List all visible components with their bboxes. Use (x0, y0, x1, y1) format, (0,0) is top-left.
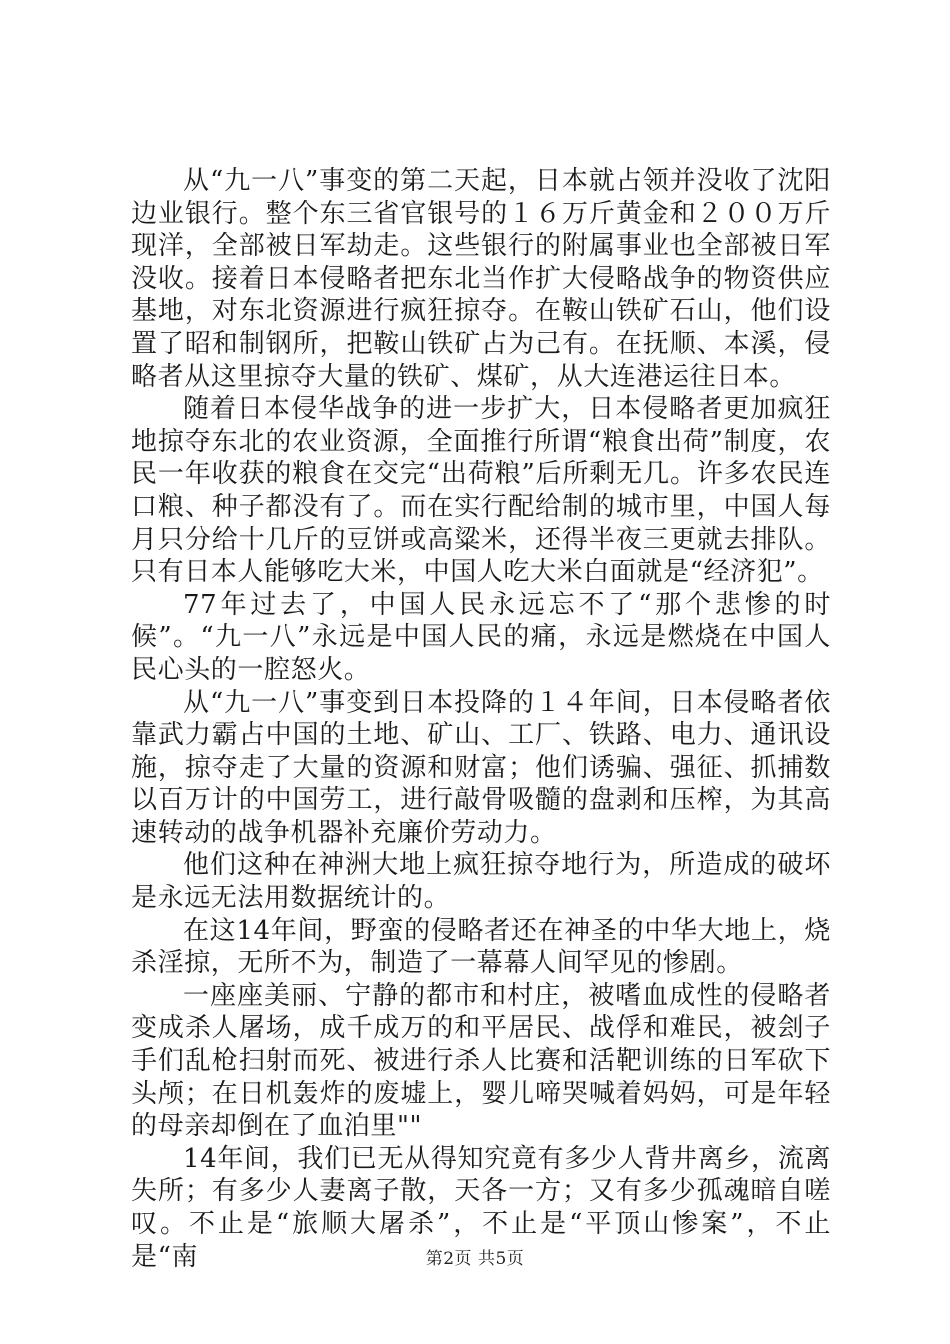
page-number-footer: 第2页 共5页 (425, 1249, 525, 1269)
document-body (131, 165, 831, 1273)
paragraph: 在这14年间，野蛮的侵略者还在神圣的中华大地上，烧杀淫掠，无所不为，制造了一幕幕人间罕见的惨剧。 (131, 915, 831, 979)
paragraph: 从“九一八”事变的第二天起，日本就占领并没收了沈阳边业银行。整个东三省官银号的１６万斤黄金和２００万斤现洋，全部被日军劫走。这些银行的附属事业也全部被日军没收。接着日本侵略者把东北当作扩大侵略战争的物资供应基地，对东北资源进行疯狂掠夺。在鞍山铁矿石山，他们设置了昭和制钢所，把鞍山铁矿占为己有。在抚顺、本溪，侵略者从这里掠夺大量的铁矿、煤矿，从大连港运往日本。 (131, 166, 831, 392)
paragraph: 77年过去了，中国人民永远忘不了“那个悲惨的时候”。“九一八”永远是中国人民的痛，永远是燃烧在中国人民心头的一腔怒火。 (131, 589, 831, 685)
paragraph: 14年间，我们已无从得知究竟有多少人背井离乡，流离失所；有多少人妻离子散，天各一方；又有多少孤魂暗自嗟叹。不止是“旅顺大屠杀”，不止是“平顶山惨案”，不止是“南 (131, 1143, 831, 1272)
paragraph: 从“九一八”事变到日本投降的１４年间，日本侵略者依靠武力霸占中国的土地、矿山、工厂、铁路、电力、通讯设施，掠夺走了大量的资源和财富；他们诱骗、强征、抓捕数以百万计的中国劳工，进行敲骨吸髓的盘剥和压榨，为其高速转动的战争机器补充廉价劳动力。 (131, 687, 831, 848)
paragraph: 他们这种在神洲大地上疯狂掠夺地行为，所造成的破坏是永远无法用数据统计的。 (131, 850, 831, 914)
paragraph: 随着日本侵华战争的进一步扩大，日本侵略者更加疯狂地掠夺东北的农业资源，全面推行所谓“粮食出荷”制度，农民一年收获的粮食在交完“出荷粮”后所剩无几。许多农民连口粮、种子都没有了。而在实行配给制的城市里，中国人每月只分给十几斤的豆饼或高粱米，还得半夜三更就去排队。只有日本人能够吃大米，中国人吃大米白面就是“经济犯”。 (131, 394, 831, 588)
paragraph: 一座座美丽、宁静的都市和村庄，被嗜血成性的侵略者变成杀人屠场，成千成万的和平居民、战俘和难民，被刽子手们乱枪扫射而死、被进行杀人比赛和活靶训练的日军砍下头颅；在日机轰炸的废墟上，婴儿啼哭喊着妈妈，可是年轻的母亲却倒在了血泊里"" (131, 980, 831, 1142)
